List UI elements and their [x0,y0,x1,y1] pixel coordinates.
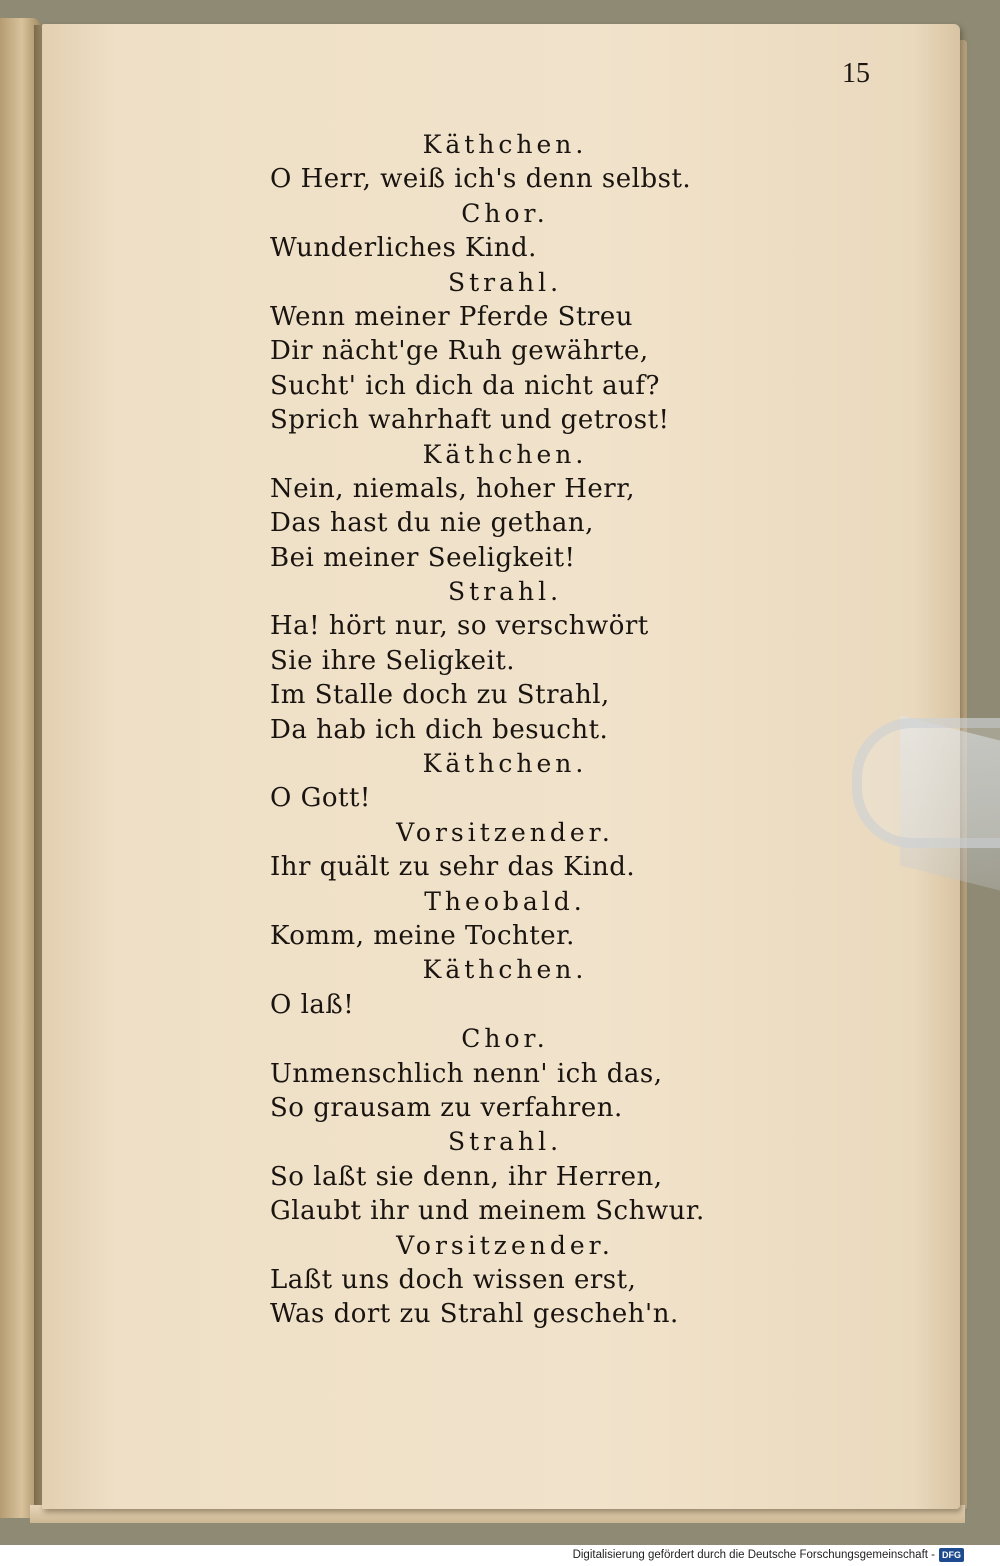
page-number: 15 [842,58,870,89]
verse-line: O laß! [270,989,355,1020]
verse-line: Unmenschlich nenn' ich das, [270,1058,663,1089]
verse-line: Wunderliches Kind. [270,233,537,264]
verse-line: Das hast du nie gethan, [270,508,594,539]
verse-line: Komm, meine Tochter. [270,920,575,951]
verse-line: Bei meiner Seeligkeit! [270,542,576,573]
speaker-name: Käthchen. [422,439,588,469]
verse-line: Da hab ich dich besucht. [270,714,609,745]
verse-line: Glaubt ihr und meinem Schwur. [270,1196,705,1227]
speaker-name: Chor. [461,198,549,228]
speaker-name: Käthchen. [422,130,588,159]
speaker-name: Käthchen. [422,955,588,985]
verse-line: Ihr quält zu sehr das Kind. [270,852,636,883]
speaker-name: Theobald. [424,886,586,916]
verse-line: Im Stalle doch zu Strahl, [270,680,610,711]
verse-line: O Herr, weiß ich's denn selbst. [270,164,692,195]
verse-line: Nein, niemals, hoher Herr, [270,473,636,504]
glass-page-clip [852,718,1000,848]
verse-line: So grausam zu verfahren. [270,1092,623,1123]
speaker-name: Strahl. [447,577,563,607]
speaker-name: Vorsitzender. [396,1230,614,1260]
footer-text: Digitalisierung gefördert durch die Deutsche Forschungsgemeinschaft - [572,1549,935,1561]
speaker-name: Strahl. [447,1127,563,1157]
verse-line: Sie ihre Seligkeit. [270,645,516,676]
verse-line: Was dort zu Strahl gescheh'n. [270,1299,679,1330]
verse-line: Laßt uns doch wissen erst, [270,1264,637,1295]
speaker-name: Vorsitzender. [396,817,614,847]
speaker-name: Käthchen. [422,749,588,779]
digitization-footer [573,1546,964,1564]
verse-line: O Gott! [270,783,371,814]
verse-line: Ha! hört nur, so verschwört [270,611,649,642]
verse-line: Sucht' ich dich da nicht auf? [270,370,660,401]
verse-line: Wenn meiner Pferde Streu [270,301,633,332]
speaker-name: Chor. [461,1024,549,1054]
verse-line: Sprich wahrhaft und getrost! [270,405,670,436]
speaker-name: Strahl. [447,267,563,297]
dfg-logo: DFG [939,1548,964,1562]
verse-line: Dir nächt'ge Ruh gewährte, [270,336,649,367]
verse-text-block [270,128,740,1332]
verse-line: So laßt sie denn, ihr Herren, [270,1161,663,1192]
